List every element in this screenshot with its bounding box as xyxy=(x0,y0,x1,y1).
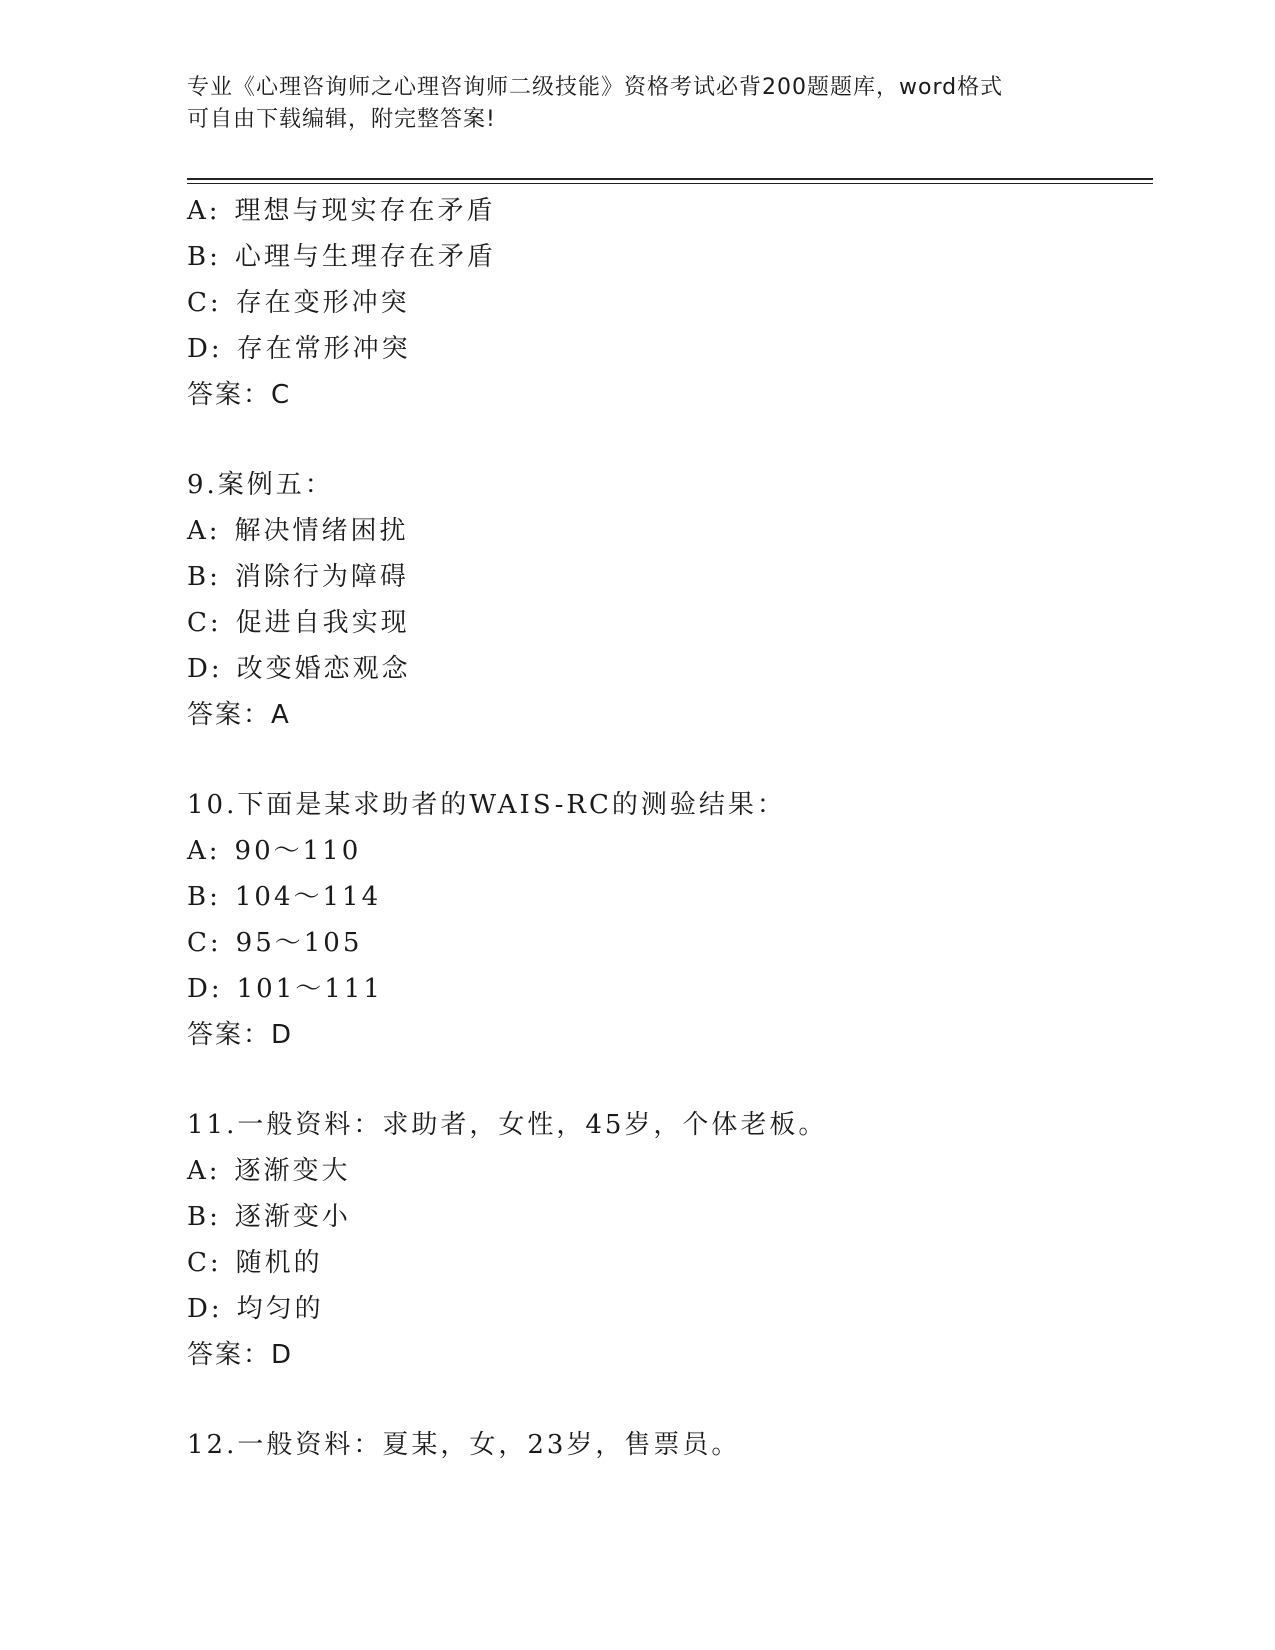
option-d xyxy=(187,646,1147,692)
option-letter: D: xyxy=(187,334,223,364)
option-b xyxy=(187,874,1147,920)
option-letter: C: xyxy=(187,608,222,638)
header-title-line-1: 专业《心理咨询师之心理咨询师二级技能》资格考试必背200题题库，word格式 xyxy=(187,75,1004,100)
option-text: 随机的 xyxy=(235,1248,323,1278)
option-text: 心理与生理存在矛盾 xyxy=(234,242,496,272)
question-stem: 12.一般资料：夏某，女，23岁，售票员。 xyxy=(187,1430,741,1460)
option-letter: D: xyxy=(187,1294,223,1324)
document-header xyxy=(187,72,1087,136)
option-letter: B: xyxy=(187,242,221,272)
question-block-11 xyxy=(187,1102,1147,1378)
option-letter: B: xyxy=(187,1202,221,1232)
question-block-9 xyxy=(187,462,1147,738)
option-text: 促进自我实现 xyxy=(235,608,410,638)
option-text: 90～110 xyxy=(234,836,362,866)
option-letter: D: xyxy=(187,974,223,1004)
header-rule-thin xyxy=(187,183,1153,184)
option-b xyxy=(187,554,1147,600)
option-a xyxy=(187,508,1147,554)
spacer xyxy=(187,738,1147,782)
spacer xyxy=(187,418,1147,462)
spacer xyxy=(187,1058,1147,1102)
option-text: 104～114 xyxy=(234,882,382,912)
option-letter: C: xyxy=(187,288,222,318)
option-d xyxy=(187,1286,1147,1332)
spacer xyxy=(187,1378,1147,1422)
option-text: 存在变形冲突 xyxy=(235,288,410,318)
option-text: 逐渐变大 xyxy=(234,1156,351,1186)
question-list xyxy=(187,188,1147,1468)
answer-line: 答案：A xyxy=(187,700,291,730)
option-c xyxy=(187,920,1147,966)
option-d xyxy=(187,326,1147,372)
option-letter: C: xyxy=(187,1248,222,1278)
option-text: 解决情绪困扰 xyxy=(234,516,409,546)
option-d xyxy=(187,966,1147,1012)
option-text: 存在常形冲突 xyxy=(236,334,411,364)
answer-line: 答案：D xyxy=(187,1020,294,1050)
question-stem: 11.一般资料：求助者，女性，45岁，个体老板。 xyxy=(187,1110,828,1140)
option-text: 改变婚恋观念 xyxy=(236,654,411,684)
option-text: 101～111 xyxy=(236,974,383,1004)
header-rule-thick xyxy=(187,178,1153,180)
option-letter: B: xyxy=(187,882,221,912)
answer-line: 答案：C xyxy=(187,380,292,410)
option-letter: A: xyxy=(187,516,221,546)
option-b xyxy=(187,1194,1147,1240)
option-letter: A: xyxy=(187,196,221,226)
option-c xyxy=(187,600,1147,646)
question-block-12 xyxy=(187,1422,1147,1468)
option-text: 均匀的 xyxy=(236,1294,324,1324)
option-letter: A: xyxy=(187,836,221,866)
option-c xyxy=(187,280,1147,326)
option-a xyxy=(187,188,1147,234)
question-block-10 xyxy=(187,782,1147,1058)
header-title-line-2: 可自由下载编辑，附完整答案! xyxy=(187,107,496,132)
option-letter: C: xyxy=(187,928,222,958)
option-text: 消除行为障碍 xyxy=(234,562,409,592)
question-block-8 xyxy=(187,188,1147,418)
question-stem: 9.案例五： xyxy=(187,470,334,500)
option-letter: A: xyxy=(187,1156,221,1186)
option-text: 逐渐变小 xyxy=(234,1202,351,1232)
option-text: 理想与现实存在矛盾 xyxy=(234,196,496,226)
option-a xyxy=(187,1148,1147,1194)
answer-line: 答案：D xyxy=(187,1340,294,1370)
option-b xyxy=(187,234,1147,280)
option-letter: B: xyxy=(187,562,221,592)
option-c xyxy=(187,1240,1147,1286)
question-stem: 10.下面是某求助者的WAIS-RC的测验结果： xyxy=(187,790,786,820)
option-text: 95～105 xyxy=(235,928,363,958)
option-letter: D: xyxy=(187,654,223,684)
option-a xyxy=(187,828,1147,874)
